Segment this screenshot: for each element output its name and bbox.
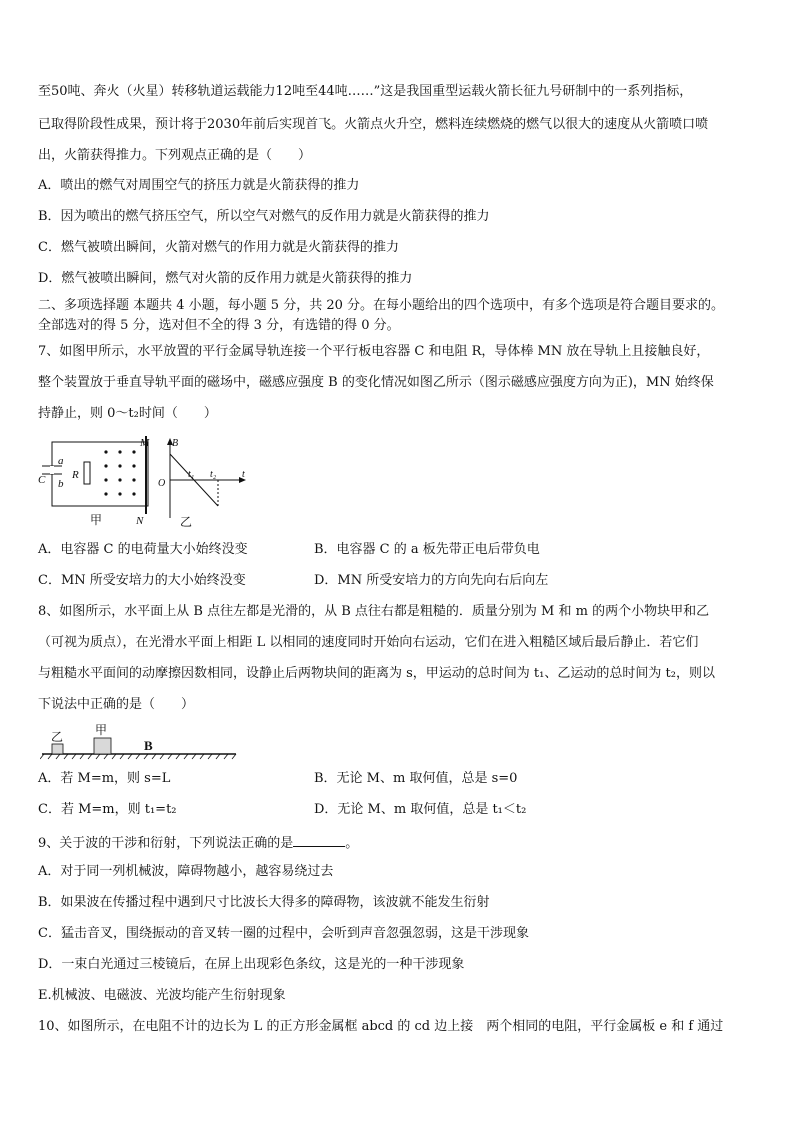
q8-stem-line4: 下说法中正确的是（ ） (38, 697, 195, 712)
q7-option-c: C．MN 所受安培力的大小始终没变 (38, 573, 246, 588)
q7-figure-jia (36, 436, 161, 528)
origin-O: O (158, 478, 166, 489)
q8-figure (40, 720, 240, 760)
q8-option-d: D．无论 M、m 取何值，总是 t₁＜t₂ (314, 802, 527, 817)
tick-t1: t₁ (188, 469, 195, 480)
axis-B: B (172, 438, 179, 449)
q6-option-a: A．喷出的燃气对周围空气的挤压力就是火箭获得的推力 (38, 178, 360, 193)
q7-option-d: D．MN 所受安培力的方向先向右后向左 (314, 573, 549, 588)
q6-stem-line3: 出，火箭获得推力。下列观点正确的是（ ） (38, 148, 312, 163)
label-a: a (58, 455, 64, 467)
axis-t: t (242, 469, 245, 480)
q10-stem-line1: 10、如图所示，在电阻不计的边长为 L 的正方形金属框 abcd 的 cd 边上接 两个相同的电阻，平行金属板 e 和 f 通过 (38, 1019, 724, 1034)
label-jia: 甲 (95, 723, 108, 737)
label-b: b (58, 478, 64, 490)
q8-option-b: B．无论 M、m 取何值，总是 s=0 (314, 771, 518, 786)
q9-option-d: D．一束白光通过三棱镜后，在屏上出现彩色条纹，这是光的一种干涉现象 (38, 957, 465, 972)
q6-option-b: B．因为喷出的燃气挤压空气，所以空气对燃气的反作用力就是火箭获得的推力 (38, 209, 490, 224)
q7-option-a: A．电容器 C 的电荷量大小始终没变 (38, 542, 248, 557)
q8-stem-line2: （可视为质点），在光滑水平面上相距 L 以相同的速度同时开始向右运动，它们在进入粗糙区域后最后静止．若它们 (38, 635, 699, 650)
label-R: R (72, 469, 79, 481)
q9-option-e: E.机械波、电磁波、光波均能产生衍射现象 (38, 988, 286, 1003)
label-M: M (140, 437, 150, 449)
block-yi (52, 744, 63, 754)
q7-stem-line3: 持静止，则 0～t₂时间（ ） (38, 406, 217, 421)
label-N: N (136, 515, 144, 527)
q6-option-c: C．燃气被喷出瞬间，火箭对燃气的作用力就是火箭获得的推力 (38, 240, 399, 255)
q6-option-d: D．燃气被喷出瞬间，燃气对火箭的反作用力就是火箭获得的推力 (38, 271, 413, 286)
caption-jia: 甲 (90, 513, 103, 527)
caption-yi: 乙 (180, 515, 193, 528)
q9-stem (38, 834, 358, 852)
block-jia (94, 738, 111, 754)
section-2-heading: 二、多项选择题 本题共 4 小题，每小题 5 分，共 20 分。在每小题给出的四个选项中，有多个选项是符合题目要求的。 (38, 298, 725, 313)
label-C: C (38, 474, 46, 486)
q8-option-c: C．若 M=m，则 t₁=t₂ (38, 802, 177, 817)
q9-stem-end: 。 (345, 836, 359, 851)
q7-stem-line1: 7、如图甲所示，水平放置的平行金属导轨连接一个平行板电容器 C 和电阻 R，导体棒 MN 放在导轨上且接触良好， (38, 344, 710, 359)
q9-option-a: A．对于同一列机械波，障碍物越小，越容易绕过去 (38, 864, 334, 879)
q8-stem-line3: 与粗糙水平面间的动摩擦因数相同，设静止后两物块间的距离为 s，甲运动的总时间为 t₁、乙运动的总时间为 t₂，则以 (38, 666, 715, 681)
q7-figure-yi (158, 436, 258, 528)
tick-t2: t₂ (210, 469, 217, 480)
q7-stem-line2: 整个装置放于垂直导轨平面的磁场中，磁感应强度 B 的变化情况如图乙所示（图示磁感应强度方向为正)，MN 始终保 (38, 375, 714, 390)
q8-option-a: A．若 M=m，则 s=L (38, 771, 171, 786)
section-2-scoring: 全部选对的得 5 分，选对但不全的得 3 分，有选错的得 0 分。 (38, 318, 400, 333)
point-B-label: B (144, 738, 153, 753)
q9-stem-text: 9、关于波的干涉和衍射，下列说法正确的是 (38, 836, 294, 851)
q6-stem-line2: 已取得阶段性成果，预计将于2030年前后实现首飞。火箭点火升空，燃料连续燃烧的燃气以很大的速度从火箭喷口喷 (38, 117, 709, 132)
label-yi: 乙 (51, 730, 64, 744)
q9-option-c: C．猛击音叉，围绕振动的音叉转一圈的过程中，会听到声音忽强忽弱，这是干涉现象 (38, 926, 529, 941)
q9-option-b: B．如果波在传播过程中遇到尺寸比波长大得多的障碍物，该波就不能发生衍射 (38, 895, 490, 910)
q7-option-b: B．电容器 C 的 a 板先带正电后带负电 (314, 542, 540, 557)
q6-stem-line1: 至50吨、奔火（火星）转移轨道运载能力12吨至44吨……”这是我国重型运载火箭长征九号研制中的一系列指标， (38, 84, 693, 99)
q8-stem-line1: 8、如图所示，水平面上从 B 点往左都是光滑的，从 B 点往右都是粗糙的．质量分别为 M 和 m 的两个小物块甲和乙 (38, 604, 710, 619)
q9-answer-blank (293, 834, 345, 847)
